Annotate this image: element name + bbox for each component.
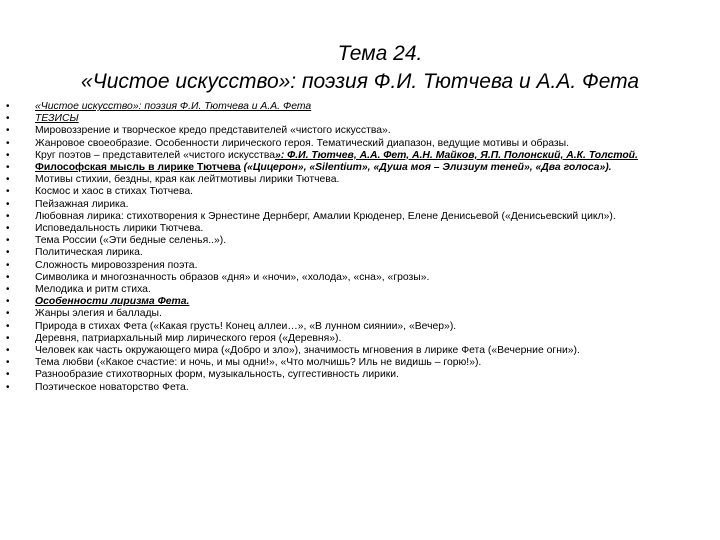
- list-item: [6, 345, 696, 357]
- fet-section-heading: Особенности лиризма Фета.: [35, 296, 190, 308]
- item-text: Символика и многозначность образов «дня» и «ночи», «холода», «сна», «грозы».: [35, 271, 430, 283]
- list-item: [6, 296, 696, 308]
- item-text: Разнообразие стихотворных форм, музыкальность, суггестивность лирики.: [35, 369, 399, 381]
- item-text: Человек как часть окружающего мира («Добро и зло»), значимость мгновения в лирике Фета («Вечерние огни»).: [35, 345, 580, 357]
- slide-title: [0, 40, 720, 96]
- item-text: Природа в стихах Фета («Какая грусть! Конец аллеи…», «В лунном сиянии», «Вечер»).: [35, 320, 457, 332]
- item-text: Пейзажная лирика.: [35, 198, 129, 210]
- item-text: Поэтическое новаторство Фета.: [35, 381, 189, 393]
- item-text: Мелодика и ритм стиха.: [35, 284, 151, 296]
- list-item: [6, 162, 696, 174]
- theses-heading: ТЕЗИСЫ: [35, 113, 79, 125]
- item-text: Деревня, патриархальный мир лирического героя («Деревня»).: [35, 332, 342, 344]
- list-item: [6, 125, 696, 137]
- list-item: [6, 284, 696, 296]
- list-item: [6, 186, 696, 198]
- item-text: Мировоззрение и творческое кредо представителей «чистого искусства».: [35, 125, 391, 137]
- list-item: [6, 113, 696, 125]
- item-text: Жанры элегия и баллады.: [35, 308, 162, 320]
- item-text: «Чистое искусство»: поэзия Ф.И. Тютчева и А.А. Фета: [35, 101, 312, 112]
- list-item: [6, 382, 696, 394]
- title-topic-name: «Чистое искусство»: поэзия Ф.И. Тютчева и А.А. Фета: [80, 70, 640, 93]
- item-text: Мотивы стихии, бездны, края как лейтмотивы лирики Тютчева.: [35, 174, 340, 186]
- item-text: Круг поэтов – представителей «чистого искусства: [35, 149, 276, 161]
- title-topic-number: Тема 24.: [337, 42, 423, 65]
- item-text: Политическая лирика.: [35, 247, 143, 259]
- list-item: [6, 369, 696, 381]
- list-item: [6, 247, 696, 259]
- list-item: [6, 333, 696, 345]
- list-item: [6, 150, 696, 162]
- list-item: [6, 223, 696, 235]
- list-item: [6, 199, 696, 211]
- item-text: Сложность мировоззрения поэта.: [35, 259, 198, 271]
- list-item: [6, 357, 696, 369]
- item-text: Тема России («Эти бедные селенья..»).: [35, 235, 227, 247]
- item-text: Жанровое своеобразие. Особенности лирического героя. Тематический диапазон, ведущие мотивы и образы.: [35, 137, 570, 149]
- list-item: [6, 272, 696, 284]
- item-text: Тема любви («Какое счастие: и ночь, и мы одни!», «Что молчишь? Иль не видишь – горю!»).: [35, 357, 482, 369]
- item-text-emphasis: »: Ф.И. Тютчев, А.А. Фет, А.Н. Майков, Я.П. Полонский, А.К. Толстой.: [275, 149, 638, 161]
- list-item: [6, 308, 696, 320]
- item-text: Исповедальность лирики Тютчева.: [35, 223, 204, 235]
- item-text-emphasis: Философская мысль в лирике Тютчева: [35, 162, 241, 174]
- item-text: Космос и хаос в стихах Тютчева.: [35, 186, 194, 198]
- thesis-list: [6, 101, 696, 394]
- item-text-emphasis: («Цицерон», «Silentium», «Душа моя – Элизиум теней», «Два голоса»).: [240, 162, 612, 174]
- list-item: [6, 138, 696, 150]
- list-item: [6, 101, 696, 113]
- list-item: [6, 260, 696, 272]
- list-item: [6, 235, 696, 247]
- list-item: [6, 211, 696, 223]
- item-text: Любовная лирика: стихотворения к Эрнестине Дернберг, Амалии Крюденер, Елене Денисьевой («Денисьевский цикл»).: [35, 210, 616, 222]
- list-item: [6, 321, 696, 333]
- list-item: [6, 174, 696, 186]
